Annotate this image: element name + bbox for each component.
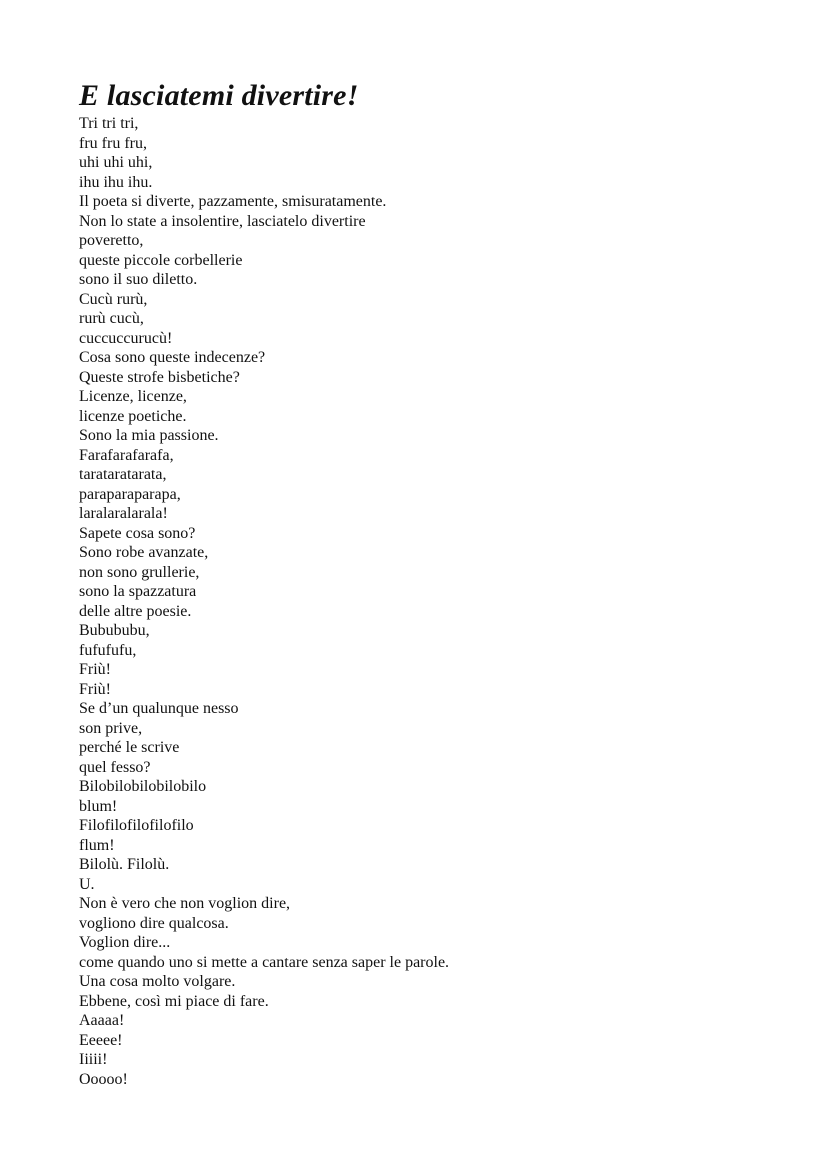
poem-line: Sono robe avanzate, <box>79 544 209 561</box>
poem-line: Ebbene, così mi piace di fare. <box>79 992 269 1010</box>
poem-line: poveretto, <box>79 232 144 249</box>
poem-line: Una cosa molto volgare. <box>79 973 236 990</box>
poem-line: Bilobilobilobilobilo <box>79 778 207 795</box>
poem-line: sono il suo diletto. <box>79 271 198 288</box>
poem-line: Iiiii! <box>79 1051 108 1068</box>
poem-line: Eeeee! <box>79 1031 123 1049</box>
poem-line: queste piccole corbellerie <box>79 251 243 269</box>
poem-line: Friù! <box>79 680 111 698</box>
poem-line: flum! <box>79 836 115 854</box>
poem-line: tarataratarata, <box>79 466 167 483</box>
poem-line: non sono grullerie, <box>79 563 200 581</box>
poem-line: paraparaparapa, <box>79 485 181 503</box>
poem-line: Tri tri tri, <box>79 115 139 132</box>
poem-line: ihu ihu ihu. <box>79 173 153 191</box>
poem-line: U. <box>79 875 95 893</box>
poem-line: Farafarafarafa, <box>79 446 174 464</box>
poem-line: Queste strofe bisbetiche? <box>79 368 240 386</box>
poem-line: uhi uhi uhi, <box>79 154 153 171</box>
poem-line: Ooooo! <box>79 1070 128 1088</box>
poem-line: quel fesso? <box>79 758 151 776</box>
poem-line: Licenze, licenze, <box>79 388 187 405</box>
poem-line: Non è vero che non voglion dire, <box>79 895 291 912</box>
poem-line: fru fru fru, <box>79 134 147 152</box>
poem-line: Se d’un qualunque nesso <box>79 700 239 717</box>
poem-line: rurù cucù, <box>79 310 144 327</box>
poem-line: laralaralarala! <box>79 505 168 522</box>
poem-body <box>79 114 449 1089</box>
poem-title: E lasciatemi divertire! <box>79 79 359 112</box>
poem-line: Sono la mia passione. <box>79 427 219 444</box>
poem-line: perché le scrive <box>79 739 180 756</box>
poem-line: Bubububu, <box>79 622 150 639</box>
poem-line: blum! <box>79 797 118 815</box>
document-page <box>79 78 449 1089</box>
poem-line: come quando uno si mette a cantare senza saper le parole. <box>79 953 450 971</box>
poem-line: licenze poetiche. <box>79 407 187 425</box>
poem-line: fufufufu, <box>79 641 137 659</box>
poem-line: Cosa sono queste indecenze? <box>79 349 266 366</box>
poem-line: Cucù rurù, <box>79 290 148 308</box>
poem-line: Friù! <box>79 661 111 678</box>
poem-line: sono la spazzatura <box>79 583 197 600</box>
poem-line: Non lo state a insolentire, lasciatelo divertire <box>79 212 366 230</box>
poem-line: son prive, <box>79 719 143 737</box>
poem-line: Il poeta si diverte, pazzamente, smisuratamente. <box>79 193 387 210</box>
poem-line: Aaaaa! <box>79 1012 125 1029</box>
poem-line: vogliono dire qualcosa. <box>79 914 229 932</box>
poem-line: Bilolù. Filolù. <box>79 856 170 873</box>
poem-line: delle altre poesie. <box>79 602 192 620</box>
poem-line: cuccuccurucù! <box>79 329 173 347</box>
poem-line: Filofilofilofilofilo <box>79 817 194 834</box>
poem-line: Voglion dire... <box>79 934 171 951</box>
poem-line: Sapete cosa sono? <box>79 524 196 542</box>
